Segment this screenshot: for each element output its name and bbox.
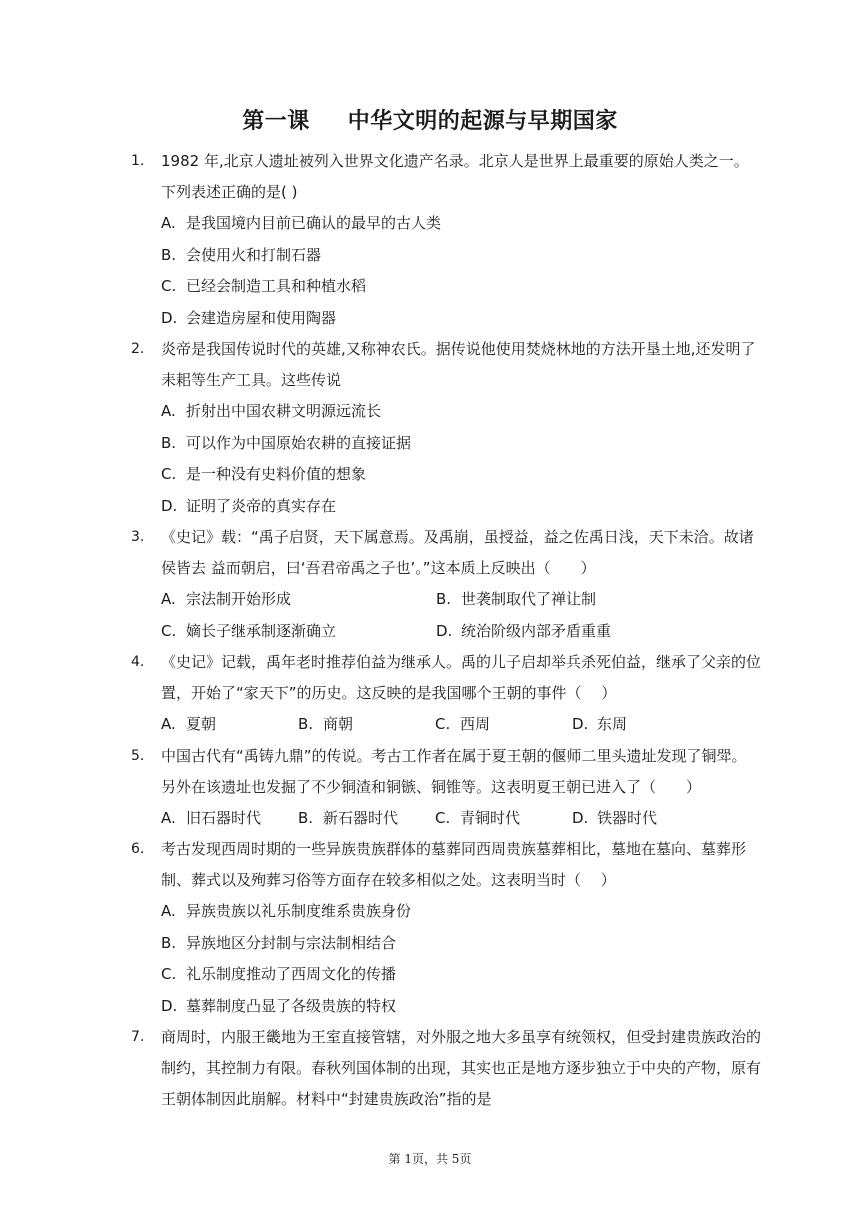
options — [161, 896, 761, 1022]
option-b[interactable]: B. 新石器时代 — [298, 808, 399, 827]
question-1 — [0, 146, 860, 334]
question-7 — [0, 1022, 860, 1115]
option-b[interactable]: B. 会使用火和打制石器 — [161, 245, 322, 264]
option-c[interactable]: C. 已经会制造工具和种植水稻 — [161, 277, 367, 295]
options — [161, 584, 761, 647]
option-c[interactable]: C. 是一种没有史料价值的想象 — [161, 465, 367, 483]
question-number: 7. — [131, 1029, 145, 1045]
option-a[interactable]: A. 宗法制开始形成 — [161, 590, 292, 608]
question-stem: 商周时，内服王畿地为王室直接管辖，对外服之地大多虽享有统领权，但受封建贵族政治的制约，其控制力有限。春秋列国体制的出现，其实也正是地方逐步独立于中央的产物，原有王朝体制因此崩解。材料中“封建贵族政治”指的是 — [161, 1028, 762, 1108]
option-b[interactable]: B. 可以作为中国原始农耕的直接证据 — [161, 433, 412, 452]
option-d[interactable]: D. 铁器时代 — [572, 808, 658, 827]
question-stem: 《史记》载：“禹子启贤，天下属意焉。及禹崩，虽授益，益之佐禹日浅，天下未洽。故诸侯皆去 益而朝启，曰‘吾君帝禹之子也’。”这本质上反映出（ ） — [161, 528, 754, 577]
question-3 — [0, 522, 860, 647]
page-title-right: 中华文明的起源与早期国家 — [347, 109, 618, 134]
option-a[interactable]: A. 折射出中国农耕文明源远流长 — [161, 402, 382, 420]
option-a[interactable]: A. 是我国境内目前已确认的最早的古人类 — [161, 214, 442, 232]
page-title-left: 第一课 — [242, 109, 310, 134]
options — [161, 709, 761, 741]
question-number: 6. — [131, 841, 145, 857]
option-b[interactable]: B. 异族地区分封制与宗法制相结合 — [161, 933, 397, 952]
option-d[interactable]: D. 证明了炎帝的真实存在 — [161, 496, 337, 515]
options — [161, 208, 761, 334]
option-d[interactable]: D. 东周 — [572, 715, 628, 733]
question-number: 2. — [131, 341, 145, 357]
question-list — [0, 146, 860, 1115]
question-number: 5. — [131, 747, 145, 764]
question-stem: 1982 年,北京人遗址被列入世界文化遗产名录。北京人是世界上最重要的原始人类之一。下列表述正确的是( ) — [161, 152, 749, 201]
question-stem: 考古发现西周时期的一些异族贵族群体的墓葬同西周贵族墓葬相比，墓地在墓向、墓葬形制、葬式以及殉葬习俗等方面存在较多相似之处。这表明当时（ ） — [161, 840, 747, 889]
option-a[interactable]: A. 旧石器时代 — [161, 808, 262, 827]
option-c[interactable]: C. 青铜时代 — [435, 808, 521, 827]
question-stem: 炎帝是我国传说时代的英雄,又称神农氏。据传说他使用焚烧林地的方法开垦土地,还发明了耒耜等生产工具。这些传说 — [161, 340, 756, 389]
options — [161, 396, 761, 522]
option-c[interactable]: C. 嫡长子继承制逐渐确立 — [161, 621, 337, 640]
question-number: 3. — [131, 529, 145, 545]
option-d[interactable]: D. 墓葬制度凸显了各级贵族的特权 — [161, 996, 397, 1015]
option-c[interactable]: C. 西周 — [435, 715, 491, 733]
option-b[interactable]: B. 商朝 — [298, 715, 354, 733]
page-title — [0, 104, 860, 135]
question-number: 4. — [131, 654, 145, 670]
option-b[interactable]: B. 世袭制取代了禅让制 — [436, 590, 597, 608]
option-d[interactable]: D. 会建造房屋和使用陶器 — [161, 308, 337, 327]
option-a[interactable]: A. 夏朝 — [161, 715, 217, 733]
option-a[interactable]: A. 异族贵族以礼乐制度维系贵族身份 — [161, 902, 412, 920]
question-6 — [0, 834, 860, 1022]
page-footer: 第 1页，共 5页 — [388, 1152, 472, 1166]
question-stem: 中国古代有“禹铸九鼎”的传说。考古工作者在属于夏王朝的偃师二里头遗址发现了铜斝。另外在该遗址也发掘了不少铜渣和铜镞、铜锥等。这表明夏王朝已进入了（ ） — [161, 746, 747, 796]
option-d[interactable]: D. 统治阶级内部矛盾重重 — [436, 621, 612, 640]
question-number: 1. — [131, 153, 145, 169]
option-c[interactable]: C. 礼乐制度推动了西周文化的传播 — [161, 965, 397, 983]
question-4 — [0, 647, 860, 741]
options — [161, 803, 761, 835]
question-2 — [0, 334, 860, 522]
question-stem: 《史记》记载，禹年老时推荐伯益为继承人。禹的儿子启却举兵杀死伯益，继承了父亲的位置，开始了“家天下”的历史。这反映的是我国哪个王朝的事件（ ） — [161, 653, 762, 702]
question-5 — [0, 741, 860, 835]
